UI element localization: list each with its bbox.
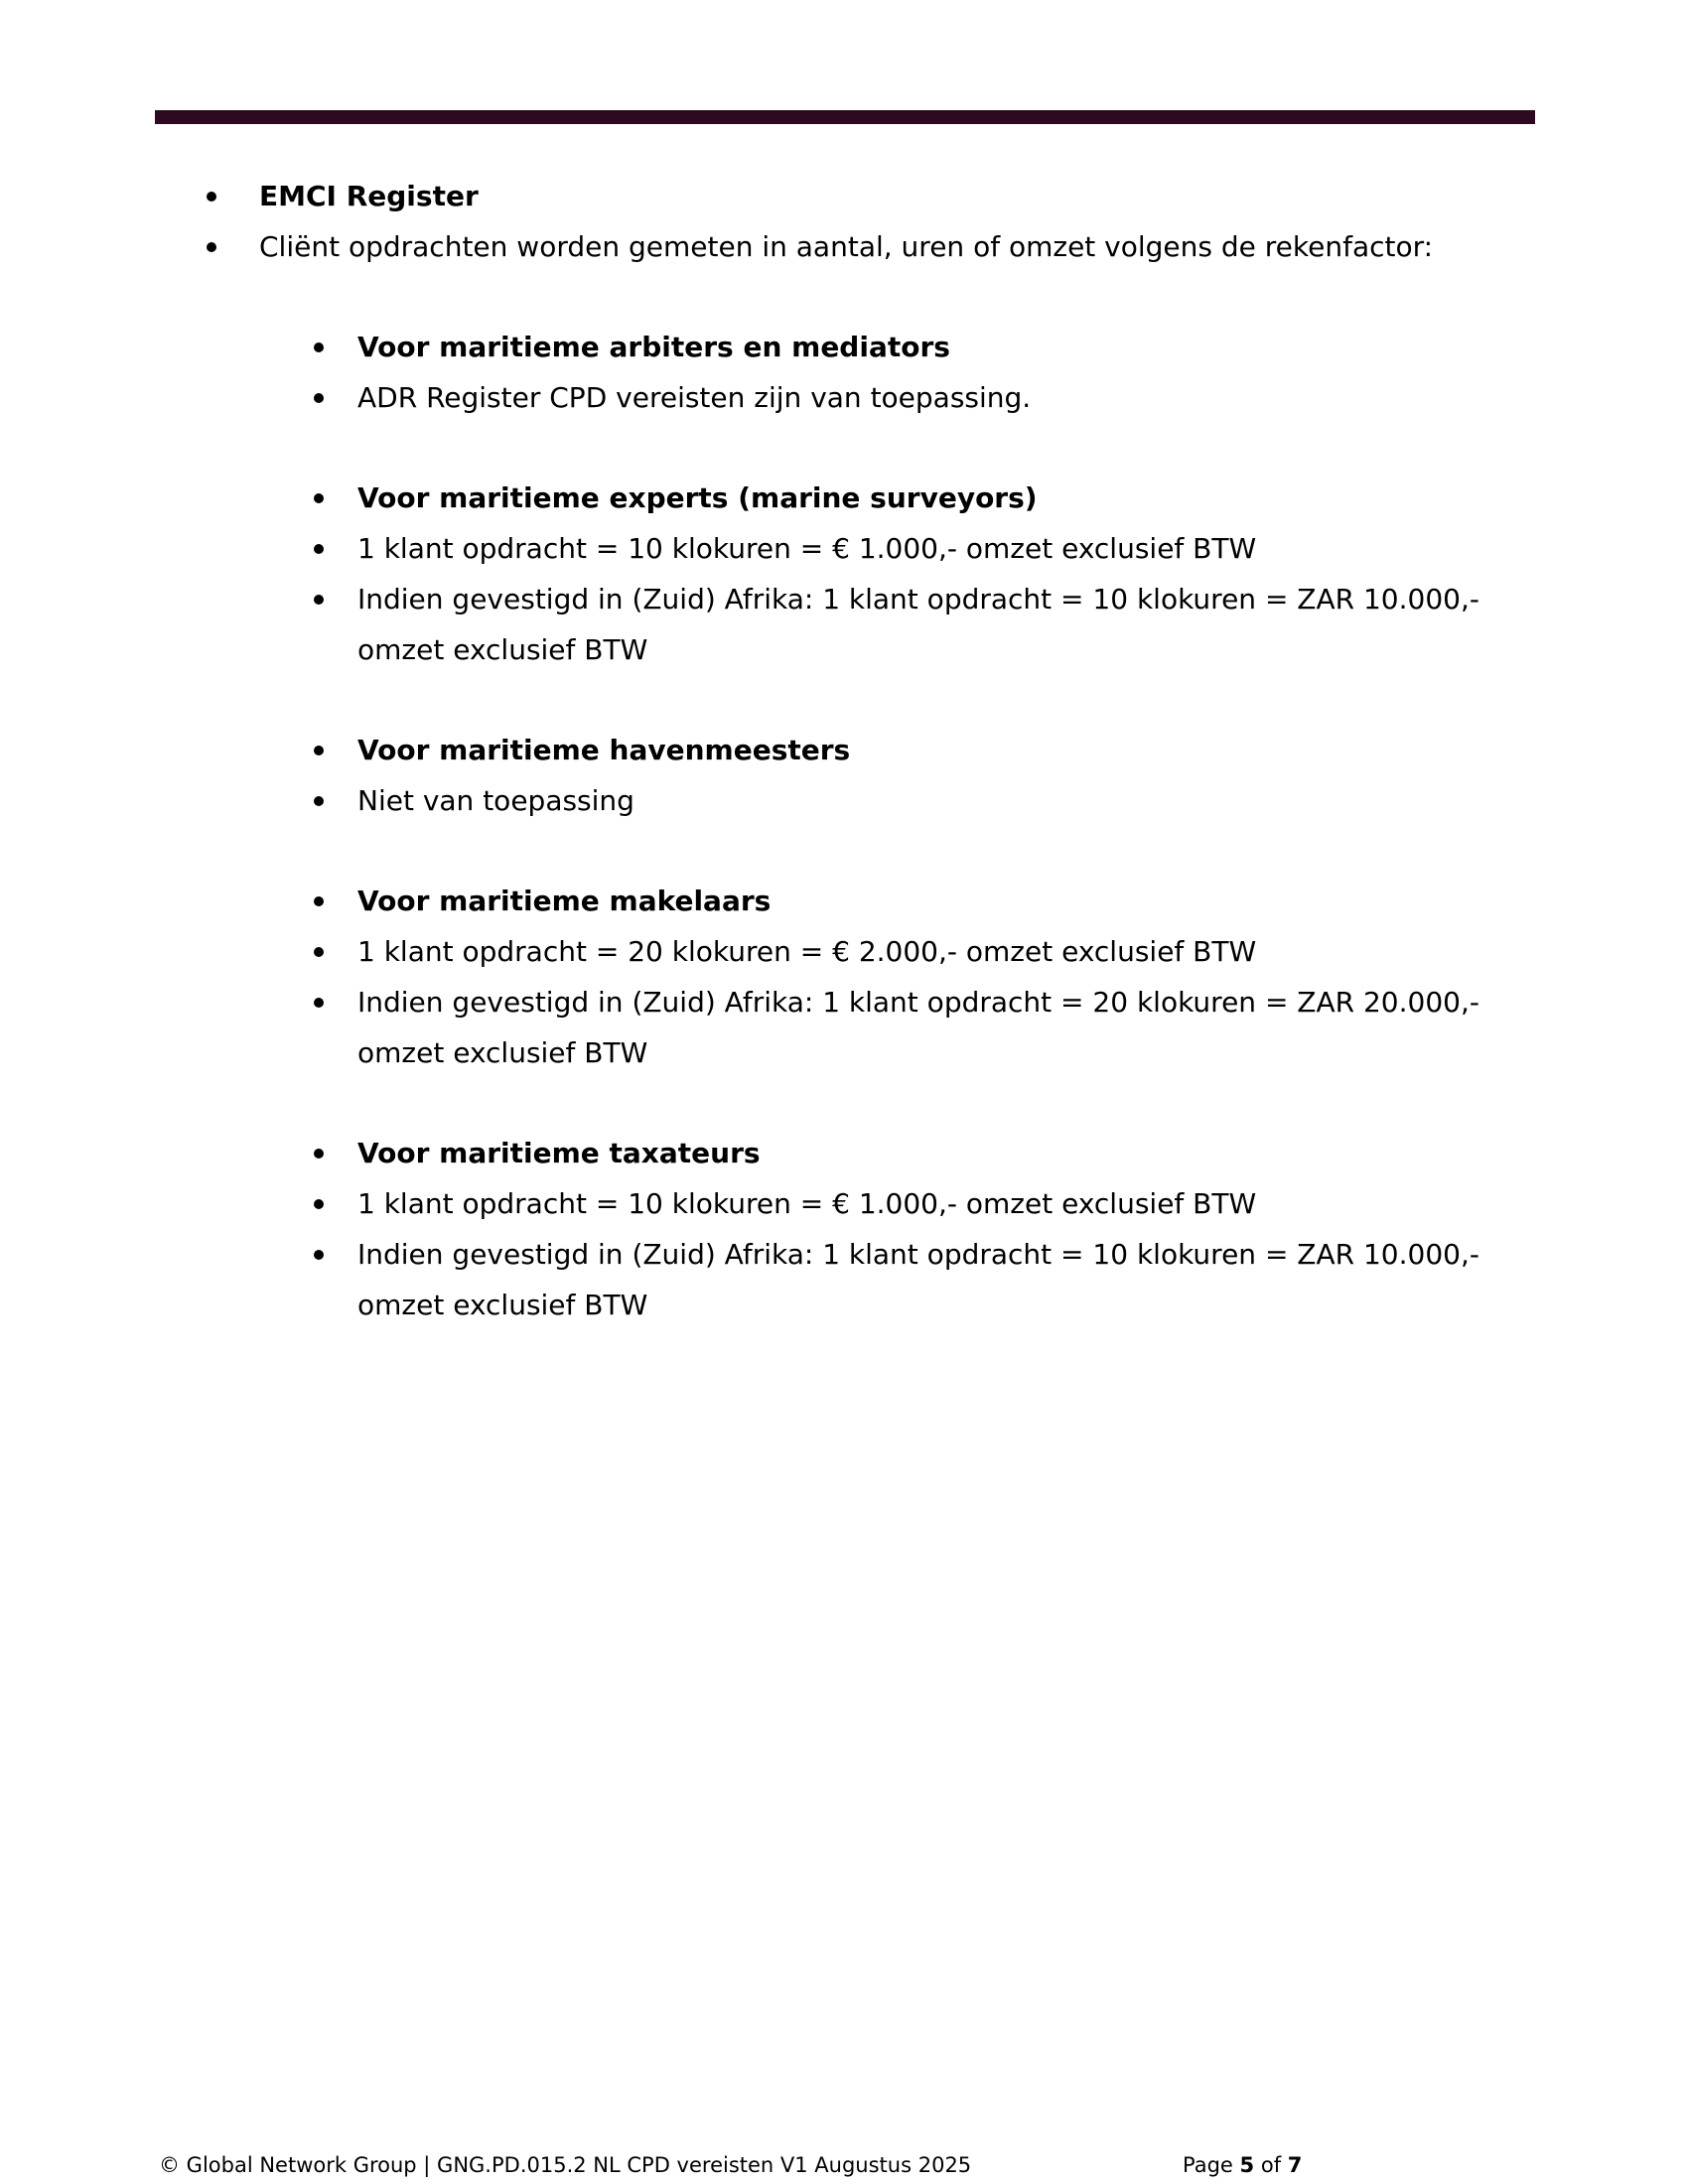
page-current: 5 [1239,2153,1255,2177]
page-label: Page [1183,2153,1233,2177]
item-text: Niet van toepassing [357,784,634,817]
item-text: Cliënt opdrachten worden gemeten in aantal, uren of omzet volgens de rekenfactor: [259,230,1434,263]
item-text: 1 klant opdracht = 10 klokuren = € 1.000,- omzet exclusief BTW [357,532,1257,565]
page-of: of [1260,2153,1282,2177]
bullet-icon [314,796,324,806]
page-total: 7 [1287,2153,1303,2177]
bullet-icon [314,393,324,403]
item-text: Voor maritieme havenmeesters [357,734,851,766]
bullet-icon [314,1199,324,1209]
list-item [259,221,1433,272]
item-text: ADR Register CPD vereisten zijn van toepassing. [357,381,1032,414]
list-item [357,725,850,775]
bullet-icon [314,947,324,957]
item-text: Indien gevestigd in (Zuid) Afrika: 1 klant opdracht = 10 klokuren = ZAR 10.000,- omzet exclusief BTW [357,1238,1479,1321]
item-text: Voor maritieme taxateurs [357,1137,761,1169]
list-item [357,876,771,926]
list-item [357,926,1256,977]
item-text: 1 klant opdracht = 10 klokuren = € 1.000,- omzet exclusief BTW [357,1187,1257,1220]
list-item [259,171,479,221]
bullet-icon [314,595,324,605]
list-item [357,1128,761,1178]
bullet-icon [314,998,324,1008]
list-item [357,775,634,826]
item-text: Indien gevestigd in (Zuid) Afrika: 1 klant opdracht = 20 klokuren = ZAR 20.000,- omzet exclusief BTW [357,986,1479,1069]
item-text: Indien gevestigd in (Zuid) Afrika: 1 klant opdracht = 10 klokuren = ZAR 10.000,- omzet exclusief BTW [357,583,1479,666]
bullet-icon [314,342,324,352]
item-text: Voor maritieme makelaars [357,885,772,917]
bullet-icon [207,192,216,202]
list-item [357,1178,1256,1229]
footer-copyright: © Global Network Group | GNG.PD.015.2 NL CPD vereisten V1 Augustus 2025 [159,2153,972,2177]
header-rule [155,110,1535,124]
list-item [357,1229,1509,1330]
list-item [357,473,1038,523]
bullet-icon [314,544,324,554]
item-text: 1 klant opdracht = 20 klokuren = € 2.000,- omzet exclusief BTW [357,935,1257,968]
bullet-icon [314,1149,324,1159]
bullet-icon [314,746,324,755]
list-item [357,574,1509,675]
list-item [357,977,1509,1078]
bullet-icon [314,896,324,906]
footer-page-number [1183,2150,1302,2180]
list-item [357,523,1256,574]
item-text: EMCI Register [259,180,479,212]
bullet-icon [314,493,324,503]
list-item [357,322,950,372]
item-text: Voor maritieme arbiters en mediators [357,331,950,363]
bullet-icon [207,242,216,252]
bullet-icon [314,1250,324,1260]
list-item [357,372,1031,423]
item-text: Voor maritieme experts (marine surveyors) [357,481,1038,514]
